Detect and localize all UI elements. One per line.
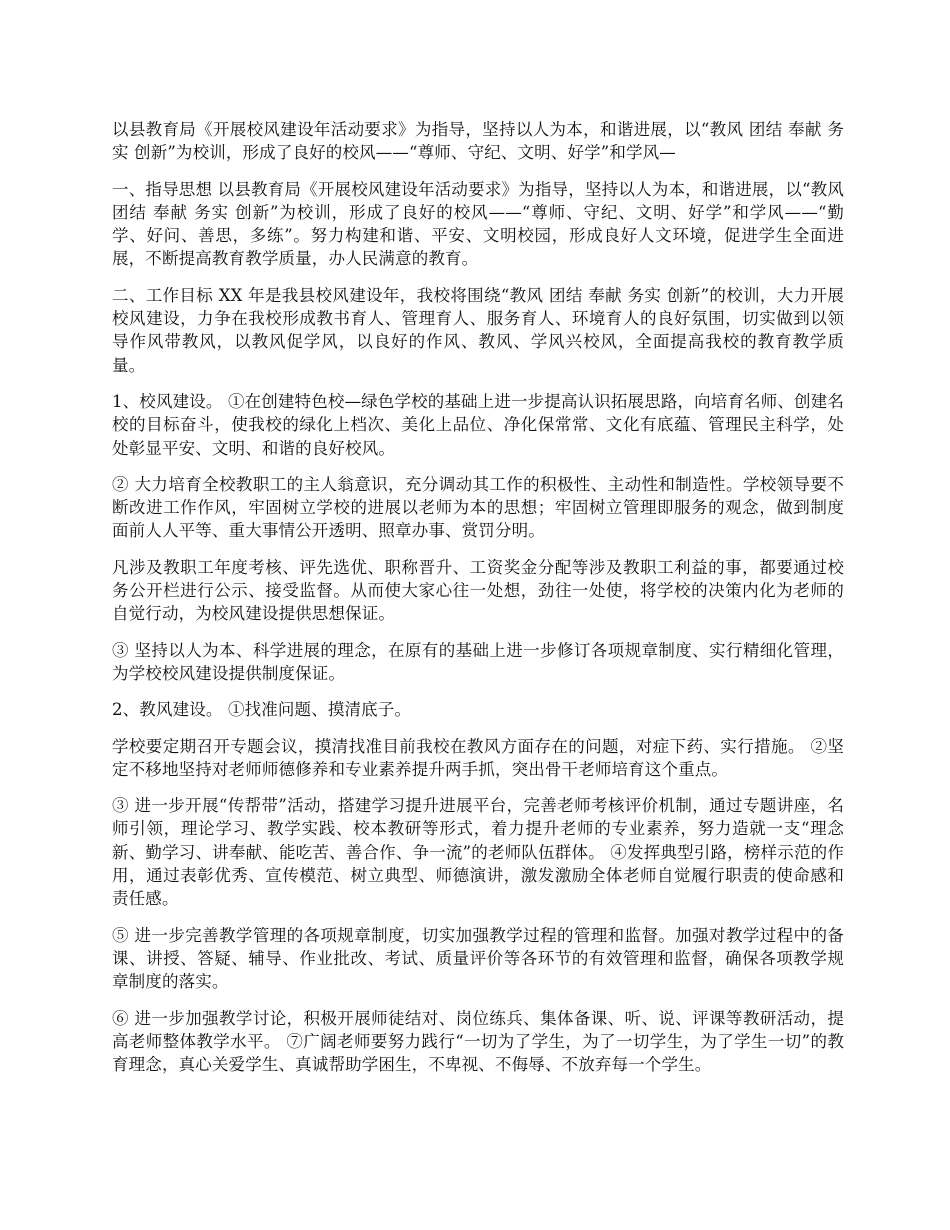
paragraph-school-style-2: ② 大力培育全校教职工的主人翁意识，充分调动其工作的积极性、主动性和制造性。学校领导要不断改进工作作风，牢固树立学校的进展以老师为本的思想；牢固树立管理即服务的观念，做到制度面前人人平等、重大事情公开透明、照章办事、赏罚分明。 [112, 474, 844, 541]
paragraph-teaching-style-heading: 2、教风建设。 ①找准问题、摸清底子。 [112, 700, 412, 720]
paragraph-intro: 以县教育局《开展校风建设年活动要求》为指导，坚持以人为本，和谐进展，以“教风 团结 奉献 务实 创新”为校训，形成了良好的校风——“尊师、守纪、文明、好学”和学风— [112, 120, 844, 163]
paragraph-school-style-3: 凡涉及教职工年度考核、评先选优、职称晋升、工资奖金分配等涉及教职工利益的事，都要通过校务公开栏进行公示、接受监督。从而使大家心往一处想，劲往一处使，将学校的决策内化为老师的自觉行动，为校风建设提供思想保证。 [112, 557, 844, 624]
paragraph-school-style-4: ③ 坚持以人为本、科学进展的理念，在原有的基础上进一步修订各项规章制度、实行精细化管理，为学校校风建设提供制度保证。 [112, 640, 844, 683]
document-body [112, 118, 844, 1089]
paragraph-teaching-style-1: 学校要定期召开专题会议，摸清找准目前我校在教风方面存在的问题，对症下药、实行措施。 ②坚定不移地坚持对老师师德修养和专业素养提升两手抓，突出骨干老师培育这个重点。 [112, 736, 844, 779]
paragraph-teaching-style-3: ⑤ 进一步完善教学管理的各项规章制度，切实加强教学过程的管理和监督。加强对教学过程中的备课、讲授、答疑、辅导、作业批改、考试、质量评价等各环节的有效管理和监督，确保各项教学规章制度的落实。 [112, 925, 844, 992]
paragraph-teaching-style-4: ⑥ 进一步加强教学讨论，积极开展师徒结对、岗位练兵、集体备课、听、说、评课等教研活动，提高老师整体教学水平。 ⑦广阔老师要努力践行“一切为了学生，为了一切学生，为了学生一切”的教育理念，真心关爱学生、真诚帮助学困生，不卑视、不侮辱、不放弃每一个学生。 [112, 1008, 844, 1075]
paragraph-school-style-1: 1、校风建设。 ①在创建特色校—绿色学校的基础上进一步提高认识拓展思路，向培育名师、创建名校的目标奋斗，使我校的绿化上档次、美化上品位、净化保常常、文化有底蕴、管理民主科学，处处彰显平安、文明、和谐的良好校风。 [112, 391, 844, 458]
paragraph-work-goals: 二、工作目标 XX 年是我县校风建设年，我校将围绕“教风 团结 奉献 务实 创新”的校训，大力开展校风建设，力争在我校形成教书育人、管理育人、服务育人、环境育人的良好氛围，切实做到以领导作风带教风，以教风促学风，以良好的作风、教风、学风兴校风，全面提高我校的教育教学质量。 [112, 285, 844, 375]
paragraph-guiding-ideology: 一、指导思想 以县教育局《开展校风建设年活动要求》为指导，坚持以人为本，和谐进展，以“教风 团结 奉献 务实 创新”为校训，形成了良好的校风——“尊师、守纪、文明、好学”和学风——“勤学、好问、善思，多练”。努力构建和谐、平安、文明校园，形成良好人文环境，促进学生全面进展，不断提高教育教学质量，办人民满意的教育。 [112, 179, 844, 269]
paragraph-teaching-style-2: ③ 进一步开展“传帮带”活动，搭建学习提升进展平台，完善老师考核评价机制，通过专题讲座，名师引领，理论学习、教学实践、校本教研等形式，着力提升老师的专业素养，努力造就一支“理念新、勤学习、讲奉献、能吃苦、善合作、争一流”的老师队伍群体。 ④发挥典型引路，榜样示范的作用，通过表彰优秀、宣传模范、树立典型、师德演讲，激发激励全体老师自觉履行职责的使命感和责任感。 [112, 796, 844, 909]
